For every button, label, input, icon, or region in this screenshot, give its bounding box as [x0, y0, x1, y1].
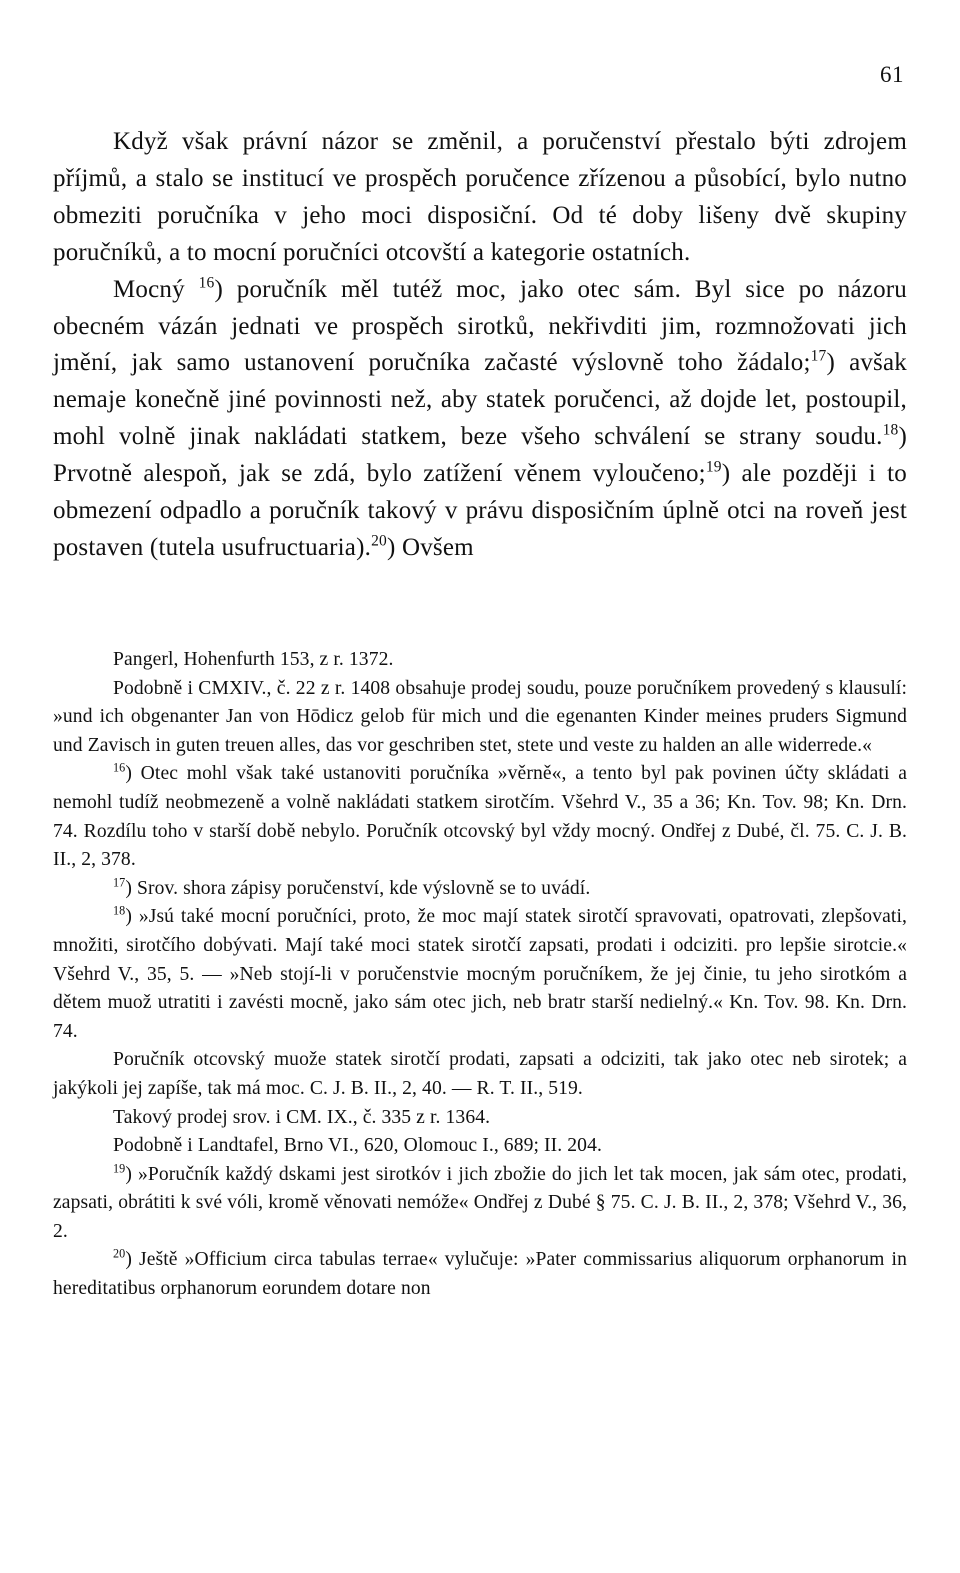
footnote-20	[53, 1246, 907, 1303]
footnote-continuation-c: Poručník otcovský muože statek sirotčí prodati, zapsati a odciziti, tak jako otec neb sirotek; a jakýkoli jej zapíše, tak má moc. C. J. B. II., 2, 40. — R. T. II., 519.	[53, 1049, 907, 1099]
body-paragraph-2	[53, 272, 907, 567]
footnote-continuation-a: Pangerl, Hohenfurth 153, z r. 1372.	[113, 649, 394, 670]
footnote-number: 19	[113, 1161, 126, 1176]
footnote-reference-20: 20	[371, 532, 387, 550]
footnote-18	[53, 903, 907, 1046]
body-text-segment: ) ale později i to obmezení odpadlo a poručník takový v právu disposičním úplně otci na roveň jest postaven (tutela usufructuaria).	[53, 460, 907, 561]
footnote-number: 18	[113, 903, 126, 918]
footnote-16	[53, 760, 907, 874]
footnote-continuation-b: Podobně i CMXIV., č. 22 z r. 1408 obsahuje prodej soudu, pouze poručníkem provedený s klausulí: »und ich obgenanter Jan von Hōdicz gelob für mich und die egenanten Kinder meines pruders Sigmund und Zavisch in guten treuen alles, das vor geschriben stet, stete und veste zu halden an alle widerrede.«	[53, 677, 907, 756]
footnote-reference-19: 19	[705, 458, 722, 476]
body-text-segment: ) poručník měl tutéž moc, jako otec sám. Byl sice po názoru obecném vázán jednati ve prospěch sirotků, nekřivditi jim, rozmnožovati jich jmění, jak samo ustanovení poručníka začasté výslovně toho žádalo;	[53, 275, 908, 377]
footnote-text: ) Ještě »Officium circa tabulas terrae« vylučuje: »Pater commissarius aliquorum orphanorum in hereditatibus orphanorum eorundem dotare non	[53, 1249, 907, 1300]
footnote-reference-18: 18	[882, 421, 899, 439]
footnote-text: ) Otec mohl však také ustanoviti poručníka »věrně«, a tento byl pak povinen účty skládati a nemohl tudíž neobmezeně a volně nakládati statkem sirotčím. Všehrd V., 35 a 36; Kn. Tov. 98; Kn. Drn. 74. Rozdílu toho v starší době nebylo. Poručník otcovský byl vždy mocný. Ondřej z Dubé, čl. 75. C. J. B. II., 2, 378.	[53, 763, 907, 871]
body-text-segment: ) Prvotně alespoň, jak se zdá, bylo zatížení věnem vyloučeno;	[53, 423, 907, 488]
footnote-text: ) Srov. shora zápisy poručenství, kde výslovně se to uvádí.	[125, 877, 591, 899]
footnote-number: 17	[113, 875, 126, 890]
footnote-text: ) »Poručník každý dskami jest sirotkóv i jich zbožie do jich let tak mocen, jak sám otec, prodati, zapsati, obrátiti k své vóli, kromě věnovati nemóže« Ondřej z Dubé § 75. C. J. B. II., 2, 378; Všehrd V., 36, 2.	[53, 1163, 907, 1242]
footnote-text: ) »Jsú také mocní poručníci, proto, že moc mají statek sirotčí spravovati, opatrovati, zlepšovati, množiti, sirotčího dobývati. Mají také moci statek sirotčí zapsati, prodati i odciziti. pro lepšie sirotcie.« Všehrd V., 35, 5. — »Neb stojí-li v poručenstvie mocným poručníkem, že jej činie, tu jeho sirotkóm a dětem muož utratiti i zavésti mocně, jako sám otec jich, neb bratr starší nedielný.« Kn. Tov. 98. Kn. Drn. 74.	[53, 906, 907, 1042]
body-text-segment: ) Ovšem	[387, 533, 474, 561]
footnotes	[53, 646, 907, 1304]
footnote-19	[53, 1161, 907, 1247]
footnote-reference-16: 16	[198, 274, 215, 292]
footnote-17	[53, 875, 907, 904]
body-paragraph-1: Když však právní názor se změnil, a poručenství přestalo býti zdrojem příjmů, a stalo se institucí ve prospěch poručence zřízenou a působící, bylo nutno obmeziti poručníka v jeho moci disposiční. Od té doby lišeny dvě skupiny poručníků, a to mocní poručníci otcovští a kategorie ostatních.	[53, 128, 907, 266]
body-text-segment: ) avšak nemaje konečně jiné povinnosti než, aby statek poručenci, až dojde let, postoupil, mohl volně jinak nakládati statkem, beze všeho schválení se strany soudu.	[53, 349, 907, 451]
main-text	[53, 124, 907, 567]
footnote-reference-17: 17	[810, 347, 827, 365]
footnote-continuation-d: Takový prodej srov. i CM. IX., č. 335 z r. 1364.	[113, 1106, 491, 1128]
footnote-number: 20	[113, 1246, 126, 1261]
footnote-continuation-e: Podobně i Landtafel, Brno VI., 620, Olomouc I., 689; II. 204.	[113, 1135, 602, 1157]
page-number: 61	[880, 62, 904, 87]
footnote-number: 16	[113, 760, 126, 775]
body-text-segment: Mocný	[113, 275, 199, 303]
